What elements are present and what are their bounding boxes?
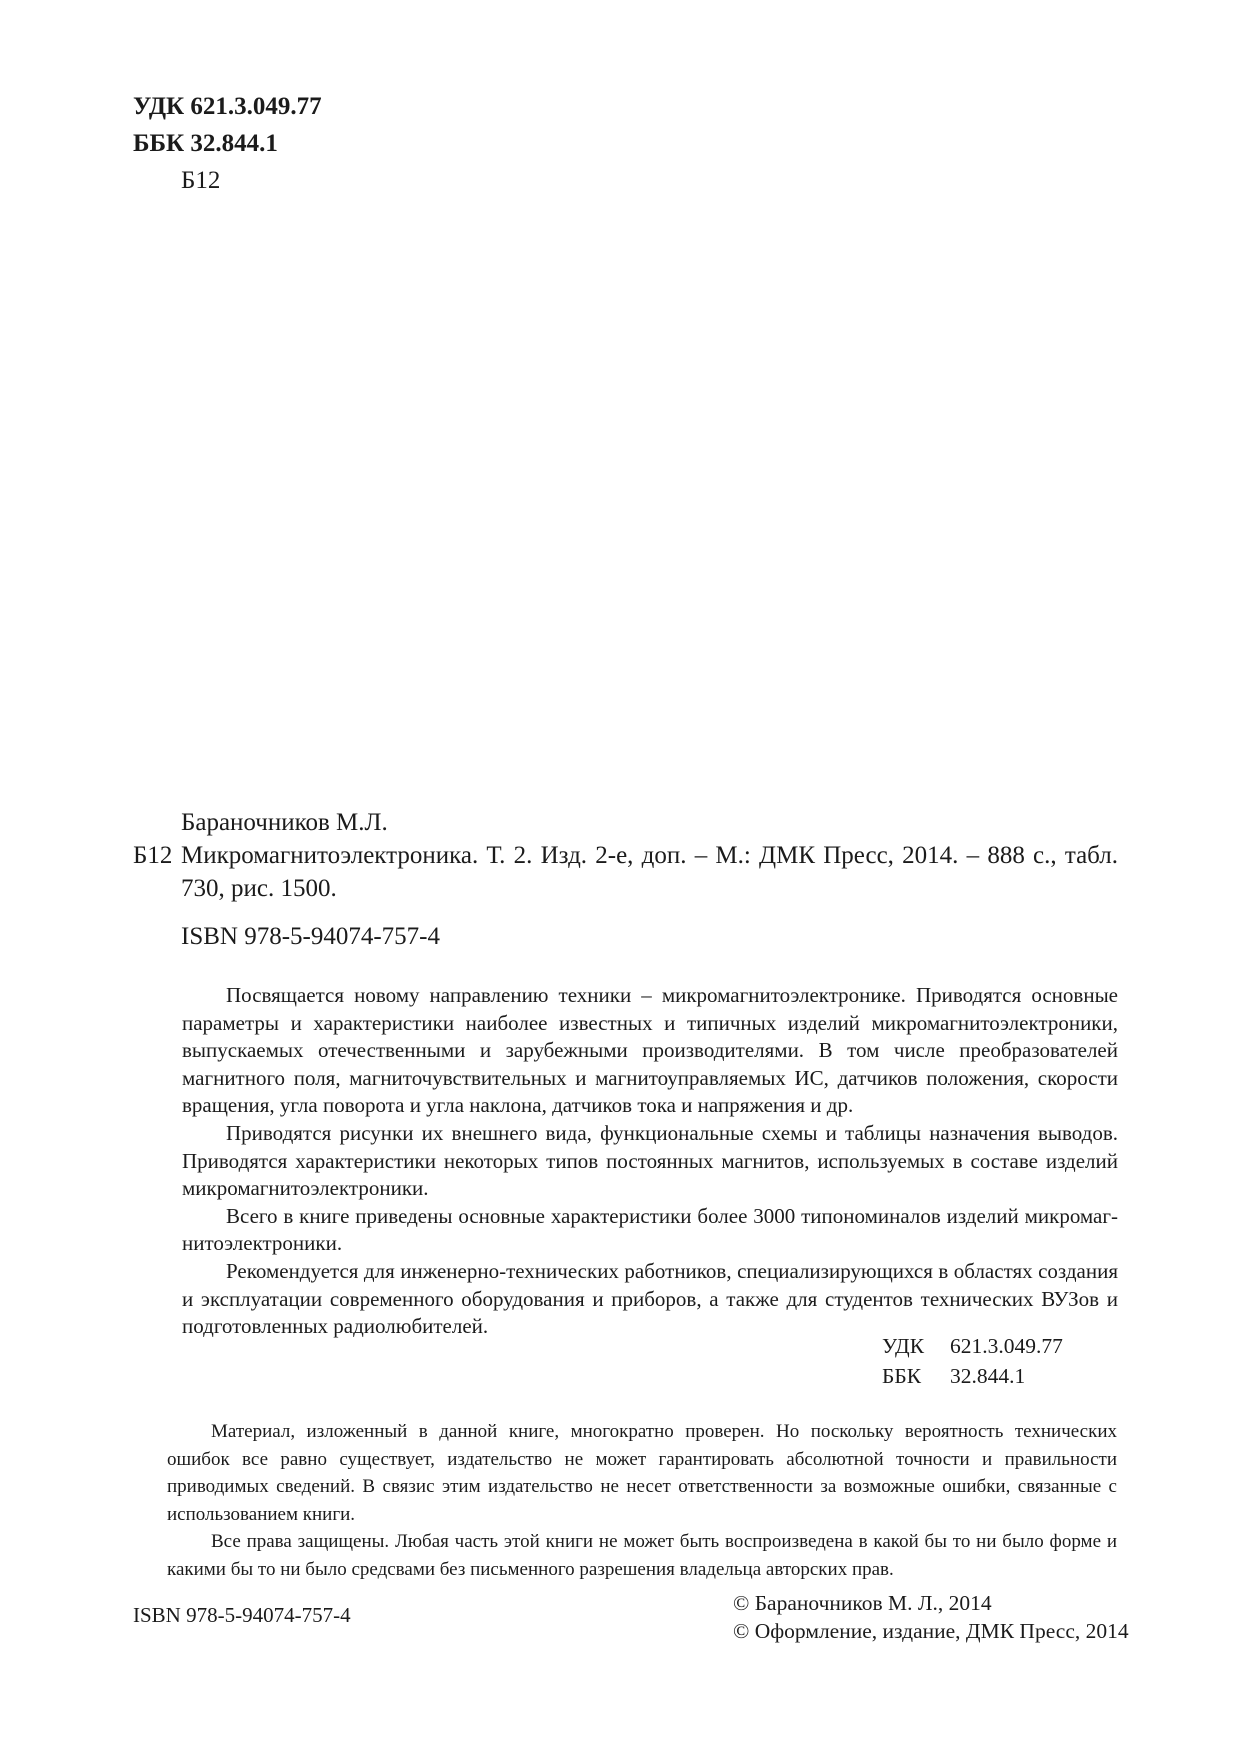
entry-code: Б12: [133, 842, 173, 869]
annotation-paragraph: Рекомендуется для инженерно-технических работников, специализирующихся в областях создания и эксплуатации современного оборудования и приборов, а также для студентов технических ВУЗов и подготовленных радиолюбителей.: [182, 1258, 1118, 1339]
copyright-publisher: © Оформление, издание, ДМК Пресс, 2014: [733, 1619, 1129, 1643]
bbk-footer-row: [882, 1361, 1063, 1391]
legal-disclaimer: [167, 1418, 1117, 1583]
udk-label: УДК: [882, 1334, 925, 1358]
annotation-paragraph: Приводятся рисунки их внешнего вида, функциональные схемы и таблицы назначения выводов. Приводятся характеристики некоторых типов постоянных магнитов, используемых в составе изделий микромагнитоэлектроники.: [182, 1120, 1118, 1201]
udk-value: 621.3.049.77: [950, 1334, 1063, 1358]
disclaimer-paragraph: Все права защищены. Любая часть этой книги не может быть воспроизведена в какой бы то ни было форме и какими бы то ни было средсвами без письменного разрешения владельца авторских прав.: [167, 1531, 1117, 1580]
bbk-value: 32.844.1: [950, 1364, 1026, 1388]
classification-footer: [882, 1331, 1063, 1391]
copyright-notices: [733, 1589, 1129, 1645]
bibliographic-record: [133, 806, 1118, 905]
isbn-footer: ISBN 978-5-94074-757-4: [133, 1603, 351, 1627]
isbn-main: ISBN 978-5-94074-757-4: [181, 923, 441, 950]
copyright-author: © Бараночников М. Л., 2014: [733, 1591, 992, 1615]
annotation-paragraph: Всего в книге приведены основные характеристики более 3000 типономиналов изделий микромагнитоэлектроники.: [182, 1203, 1118, 1256]
bbk-label: ББК: [882, 1364, 922, 1388]
annotation-paragraph: Посвящается новому направлению техники – микромагнитоэлектронике. Приводятся основные параметры и характеристики наиболее известных и типичных изделий микромагнитоэлектроники, выпускаемых отечественными и зарубежными производителями. В том числе преобразователей магнитного поля, магниточувствительных и магнитоуправляемых ИС, датчиков положения, скорости вращения, угла поворота и угла наклона, датчиков тока и напряжения и др.: [182, 983, 1118, 1118]
author-name: Бараночников М.Л.: [181, 809, 388, 836]
udk-number: УДК 621.3.049.77: [133, 93, 322, 120]
bbk-number: ББК 32.844.1: [133, 130, 278, 157]
annotation-block: [182, 982, 1118, 1341]
bibliographic-entry: [133, 839, 1118, 905]
disclaimer-paragraph: Материал, изложенный в данной книге, многократно проверен. Но поскольку вероятность технических ошибок все равно существует, издательство не может гарантировать абсолютной точности и правильности приводимых сведений. В связис этим издательство не несет ответственности за возможные ошибки, связанные с использованием книги.: [167, 1421, 1117, 1525]
udk-footer-row: [882, 1331, 1063, 1361]
author-sign-code: Б12: [181, 167, 221, 194]
classification-header: [133, 88, 322, 199]
entry-description: Микромагнитоэлектроника. Т. 2. Изд. 2-е, доп. – М.: ДМК Пресс, 2014. – 888 с., табл. 730, рис. 1500.: [181, 842, 1118, 902]
